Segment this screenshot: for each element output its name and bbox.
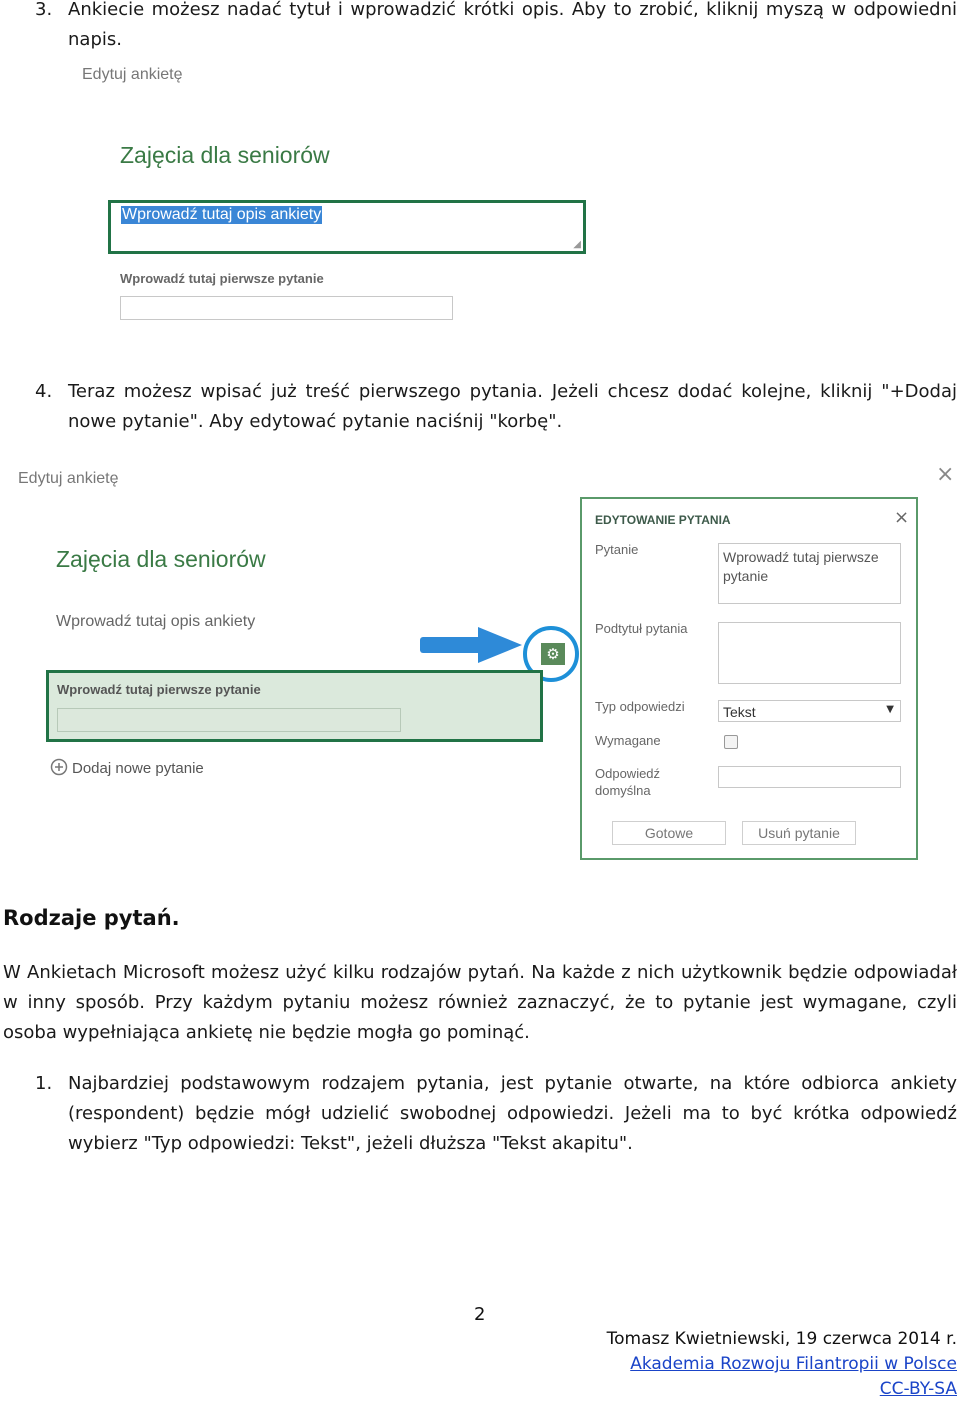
list-number: 1. [35,1073,53,1094]
add-question-link[interactable]: Dodaj nowe pytanie [72,760,204,777]
footer-org-link[interactable]: Akademia Rozwoju Filantropii w Polsce [630,1354,957,1374]
type-field-label: Typ odpowiedzi [595,699,685,714]
arrow-right-icon [418,625,528,665]
resize-grip-icon[interactable]: ◢ [573,239,581,250]
dropdown-arrow-icon: ▼ [886,704,894,715]
question-input[interactable] [57,708,401,732]
footer-license-link[interactable]: CC-BY-SA [879,1379,957,1399]
list-number: 3. [35,0,53,20]
list-item-text: Najbardziej podstawowym rodzajem pytania, jest pytanie otwarte, na które odbiorca ankiety (respondent) będzie mógł udzielić swobodnej odpowiedzi. Jeżeli ma to być krótka odpowiedź wybierz "Typ odpowiedzi: Tekst", jeżeli dłuższa "Tekst akapitu". [68,1073,957,1154]
question-label: Wprowadź tutaj pierwsze pytanie [57,682,261,697]
footer [607,1327,957,1402]
close-icon[interactable]: × [936,462,955,487]
description-input[interactable] [108,200,586,254]
description-selected-text: Wprowadź tutaj opis ankiety [122,206,322,223]
panel-title: EDYTOWANIE PYTANIA [595,513,731,527]
required-field-label: Wymagane [595,733,661,748]
edit-survey-header: Edytuj ankietę [18,470,119,487]
default-field-label: Odpowiedź domyślna [595,766,661,798]
type-select[interactable] [718,700,901,722]
add-circle-icon[interactable] [50,758,68,776]
survey-description[interactable]: Wprowadź tutaj opis ankiety [56,613,256,630]
screenshot-survey-edit [80,60,620,340]
section-paragraph: W Ankietach Microsoft możesz użyć kilku rodzajów pytań. Na każde z nich użytkownik będzie odpowiadał w inny sposób. Przy każdym pytaniu możesz również zaznaczyć, że to pytanie jest wymagane, czyli osoba wypełniająca ankietę nie będzie mogła go pominąć. [3,962,957,1043]
delete-question-button[interactable]: Usuń pytanie [742,821,856,845]
question-field-label: Pytanie [595,542,639,557]
footer-author-date: Tomasz Kwietniewski, 19 czerwca 2014 r. [606,1329,957,1349]
survey-title[interactable]: Zajęcia dla seniorów [56,546,266,572]
step-4-text: Teraz możesz wpisać już treść pierwszego pytania. Jeżeli chcesz dodać kolejne, kliknij "+Dodaj nowe pytanie". Aby edytować pytanie naciśnij "korbę". [68,381,957,432]
screenshot-question-edit [0,460,960,870]
edit-question-panel [580,497,918,860]
edit-survey-header: Edytuj ankietę [82,66,183,83]
gear-icon[interactable]: ⚙ [541,643,565,665]
first-question-label: Wprowadź tutaj pierwsze pytanie [120,271,324,286]
subtitle-field-label: Podtytuł pytania [595,621,688,636]
question-block[interactable] [46,670,543,742]
type-select-value: Tekst [723,704,756,720]
default-answer-input[interactable] [718,766,901,788]
done-button[interactable]: Gotowe [612,821,726,845]
list-number: 4. [35,381,53,402]
subtitle-textarea[interactable] [718,622,901,684]
required-checkbox[interactable] [724,735,738,749]
page-number: 2 [474,1304,486,1325]
question-textarea[interactable]: Wprowadź tutaj pierwsze pytanie [718,543,901,604]
first-question-input[interactable] [120,296,453,320]
survey-title[interactable]: Zajęcia dla seniorów [120,142,330,168]
panel-close-icon[interactable]: × [894,507,910,528]
section-heading: Rodzaje pytań. [3,906,180,930]
step-3-text: Ankiecie możesz nadać tytuł i wprowadzić krótki opis. Aby to zrobić, kliknij myszą w odpowiedni napis. [68,0,957,50]
